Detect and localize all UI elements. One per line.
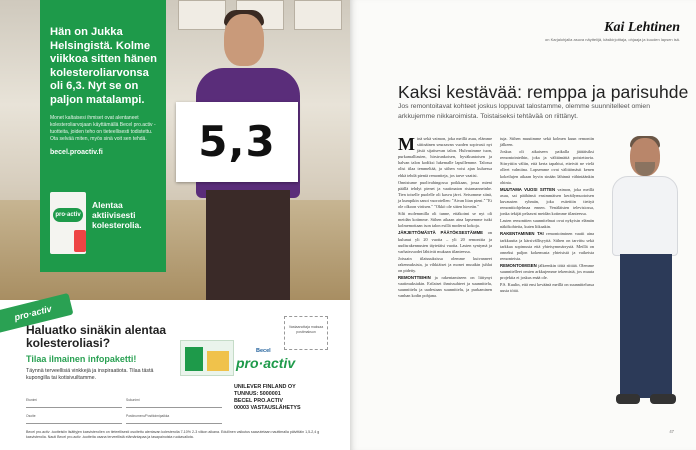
ad-url[interactable]: becel.proactiv.fi (50, 149, 103, 156)
coupon-subtext: Täynnä terveellisiä vinkkejä ja inspiraatiota. Tilaa tästä kupongilla tai kotisivuiltamme. (26, 368, 154, 381)
first-name-field[interactable]: Etunimi (26, 398, 122, 408)
author-shirt (612, 176, 678, 256)
product-logo: pro·activ (53, 208, 83, 222)
last-name-field[interactable]: Sukunimi (126, 398, 222, 408)
brand-big: pro·activ (236, 355, 296, 371)
article-lead: Jos remontoitavat kohteet joskus loppuvat talostamme, olemme suunnitelleet omien arkkujemme nikkaroimista. Toistaiseksi tehtävää on riittänyt. (398, 103, 650, 120)
address-line: 00003 VASTAUSLÄHETYS (234, 405, 301, 411)
product-pack-image (207, 351, 229, 371)
street-field[interactable]: Osoite (26, 414, 122, 424)
coupon-question: Haluatko sinäkin alentaa kolesteroliasi? (26, 323, 167, 350)
score-card (176, 102, 298, 182)
subheading: RAKENTAMINEN TAI (500, 231, 544, 237)
paragraph: inä sekä vaimon, joka meillä asuu, elämme siitinäinen seuraavan vuoden sopivasti nyt jäsiä sijaitsevan talon. Hulvasimme tuon, purkamalliasien, hirsirunkoisen, hyväkuntoisen ja halvan talon kodiksi lukemalle lapsillemme. Talossa olisi tilaa temmeltää, ja siihen voisi ajan kuluessa ehkä tehdä pieniä remontteja, jos tarve vaatisi. (398, 136, 492, 178)
article-page (350, 0, 696, 450)
subheading: MUUTAMA VUOSI SITTEN (500, 186, 556, 192)
paragraph: Joskus oli aikaiseen paikalla jäätäisiksi remontointeihin, joka ja välttämättä poistettavia. Siirryttiin väliin, että kerta tapahtui, etteivät ne vielä olleet valmiina. Lapsemme ovat välittömästi kenen kokeilujen aikaan hyvin sinään lähinnä vähintäänkin ohinta. (500, 149, 594, 185)
ad-headline: Hän on Jukka Helsingistä. Kolme viikkoa sitten hänen kolesteroliarvonsa oli 6,3. Nyt se on paljon matalampi. (50, 26, 157, 106)
subheading: REMONTOIMISEN (500, 262, 537, 268)
product-image (50, 192, 86, 254)
paragraph: jälkeenkin töitä riittää. Olemme suunnitelleet omien arkkujemme tekemistä, jos muuta projektia ei joskus enää ole. (500, 262, 594, 281)
drop-cap: M (398, 134, 415, 154)
subheading: JÄRJETTÖMÄSTÄ PÄÄTÖKSESTÄMME (398, 230, 484, 236)
paragraph: ja rakentamiseen on liittynyt vaatimuksiakin. Erilaiset ihmissuhteet ja suunnittelu, suunnittelu ja uudestaan suunnittelu, ja purkaminen vanhan kodin pohjana. (398, 275, 492, 299)
address-line: BECEL PRO.ACTIV (234, 398, 284, 404)
author-photo (604, 132, 694, 422)
zip-field[interactable]: Postinumero/Postitoimipaikka (126, 414, 222, 424)
coupon-offer: Tilaa ilmainen infopaketti! (26, 354, 137, 364)
address-line: UNILEVER FINLAND OY (234, 384, 296, 390)
article-column-1 (398, 136, 492, 300)
paragraph: Lasten remonttien suunnitelmat ovat nykyisin elämän näkökohteita, kuten liikaakin. (500, 218, 594, 230)
ad-body-text: Monet kaltaisesi ihmiset ovat alentaneet kolesteroliarvojaan käyttämällä Becel pro.activ -tuotteita, joiden teho on tieteellisesti todistettu. Ota selvää miten, myös sinä voit sen tehdä. (50, 115, 156, 142)
coupon-ribbon: pro·activ (0, 293, 74, 333)
paragraph: vaimon, joka meillä asuu, sai päähänsä ensimmäisen keräilymuotoisen kuvausten ryhmän, joka esitettiin tiettyä remonttiohjelmaa ennen. Venäläisten televisiossa, jonka tekijät pelaavat meidän kotimme tilanteessa. (500, 186, 595, 217)
product-pack-image (185, 347, 203, 371)
postage-stamp-box: Vastaanottaja maksaa postimaksun (284, 316, 328, 350)
paragraph: Onnistume puolivahingossa poikkaan, jossa mieni päällä tehdyt pienet ja vaatimaton ristamanneinhe. Tien toiselle puolelle oli kasvu järvi. Seisomme siinä, ja kumpikin sanoi vuorotellen: "Aivan liian pieni." "Ei ole olkoon virtisen." "Okkö ole sitten hirveän." (398, 179, 492, 210)
article-title: Kaksi kestävää: remppa ja parisuhde (398, 82, 689, 102)
author-name (545, 20, 680, 36)
model-legs (206, 190, 290, 300)
author-shoe (616, 394, 640, 404)
postscript: P.S. Kuulin, että ensi keväänä meillä on suunnittelussa uusia töitä. (500, 282, 594, 294)
article-column-2 (500, 136, 594, 295)
ad-green-panel (40, 0, 166, 272)
ad-cta: Alentaa aktiivisesti kolesterolia. (92, 200, 142, 230)
paragraph: remontoiminen vaatii aina tarkkuutta ja kärsivällisyyttä. Siihen on tarvittu sekä tarkkaa sopimusta että yhteisymmärrystä. Meillä on onneksi paljon kokemusta yhteisistä ja vaikeista remonteista. (500, 231, 594, 261)
paragraph: Joissain tilaisuuksissa olemme kuivanneet rakennuksista, ja vihkiäiset ja monet muutkin juhlat on pidetty. (398, 255, 492, 273)
reply-address (234, 384, 301, 412)
author-header (545, 20, 680, 42)
subheading: REMONTTEIHIN (398, 275, 431, 281)
brand-small: Becel (256, 348, 271, 354)
author-name-text: Kai Lehtinen (604, 20, 680, 35)
bottle-image (74, 230, 86, 252)
score-value: 5,3 (198, 117, 276, 166)
address-line: TUNNUS: 5000001 (234, 391, 281, 397)
paragraph: on kulunut yli 20 vuotta – yli 20 remonttia ja uudisrakennusten täytetäisi vuotta. Lasten syntymä ja varhaisvuodet lähtivät mukaan tilanteessa. (398, 230, 492, 254)
author-description: on Karjalohjalla asuva näyttelijä, käsikirjoittaja, ohjaaja ja kuuden lapsen isä. (545, 37, 680, 42)
coupon-products-image (180, 340, 234, 376)
paragraph: Silti molemmilla oli tunne, ettäkoimi se nyt oli meidän kotimme. Siihen aikaan aina lapsemme tutki kolmemottaan ison talon esillä moderni kokoja. (398, 211, 492, 229)
model-head (224, 14, 264, 66)
page-number: 47 (669, 429, 674, 434)
author-shoe (650, 394, 676, 404)
paragraph: tuja. Siihen muutimme sekä kolmen kuun remontin jälkeen. (500, 136, 594, 148)
coupon-footnote: Becel pro.activ -tuotteisiin lisättyjen kasvisterolien on tieteellisesti osoitettu alentavan kolesterolia 7-10% 2-3 viikon aikana. Edullinen vaikutus saavutetaan nauttimalla päivittäin 1,5-2,4 g kasvisterolia. Nauti Becel pro.activ -tuotteita osana terveellistä elämäntapaa ja tasapainoista ruokavaliota. (26, 430, 320, 439)
becel-logo (236, 348, 310, 378)
author-jeans (620, 254, 672, 398)
order-coupon (0, 300, 350, 450)
